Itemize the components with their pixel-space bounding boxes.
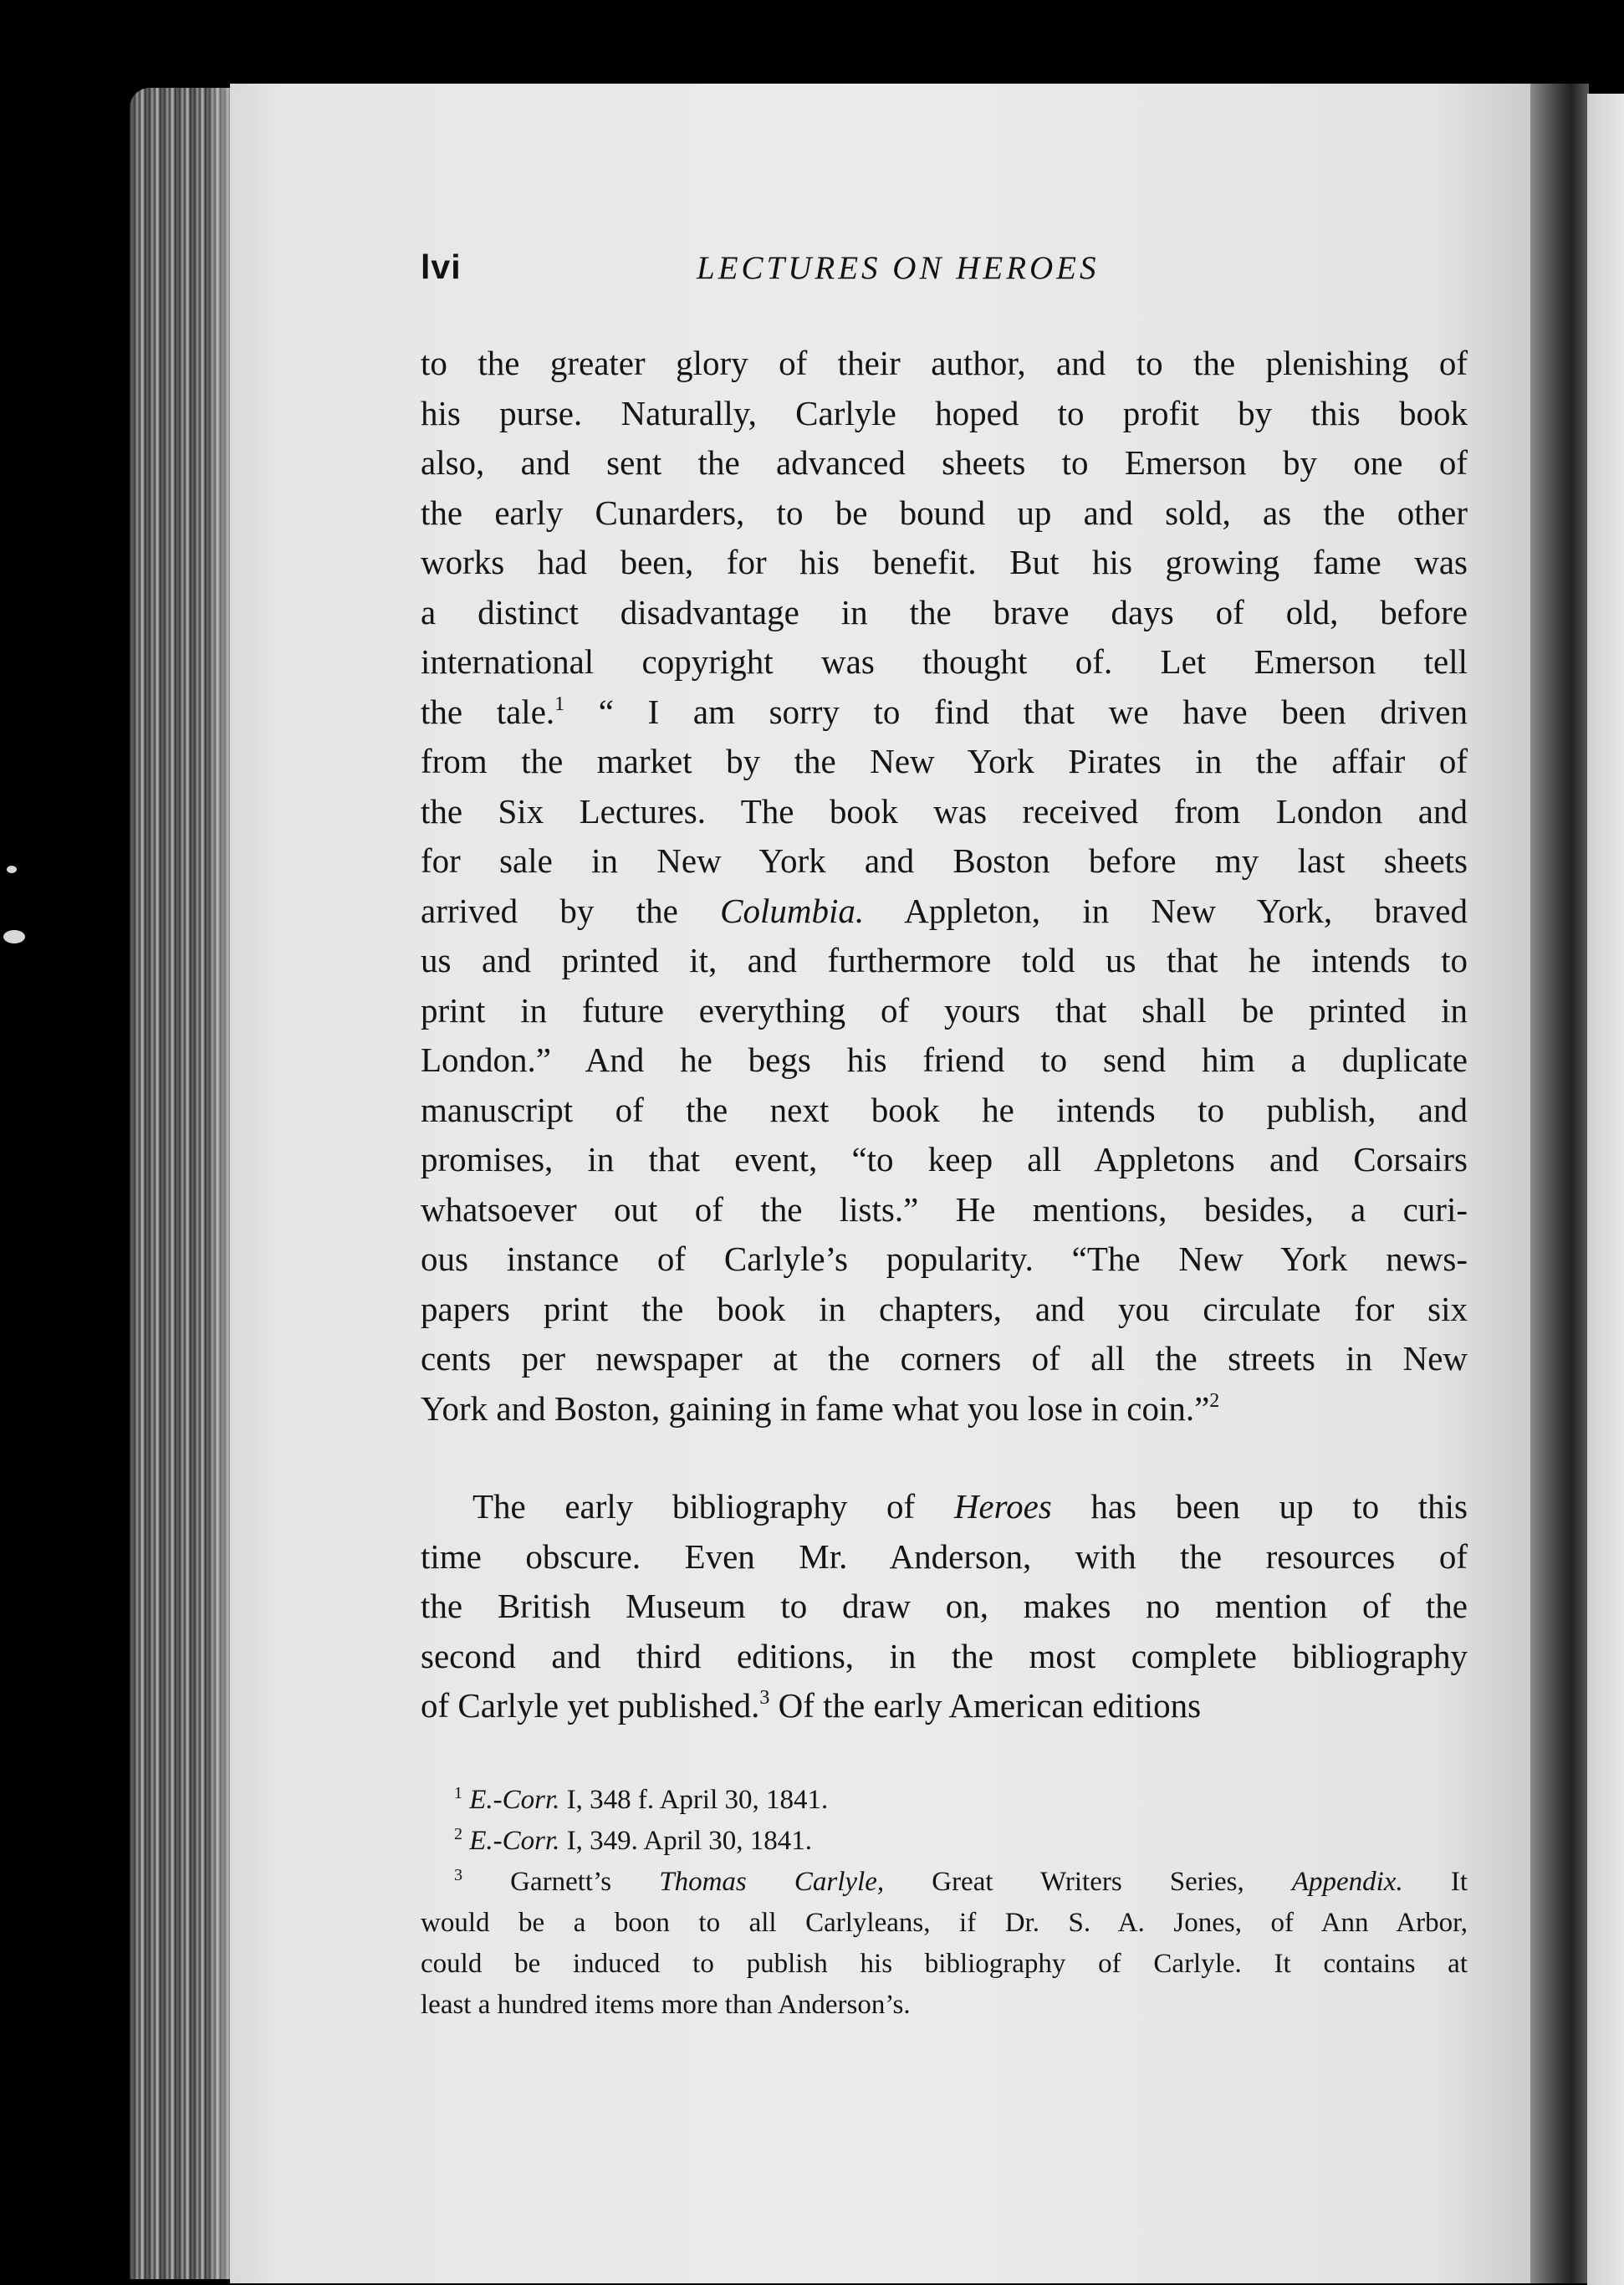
text-line bbox=[421, 887, 1468, 937]
text-run: arrived by the bbox=[421, 891, 721, 930]
footnote-line bbox=[421, 1862, 1468, 1903]
footnote-number: 1 bbox=[454, 1784, 462, 1802]
text-line: London.” And he begs his friend to send him a duplicate bbox=[421, 1040, 1468, 1079]
italic-title: Columbia. bbox=[720, 891, 865, 930]
text-line: works had been, for his benefit. But his growing fame was bbox=[421, 543, 1468, 581]
text-run: Of the early American editions bbox=[769, 1686, 1202, 1725]
footnote-line bbox=[421, 1780, 1468, 1821]
text-line bbox=[421, 1681, 1468, 1731]
text-run: “ I am sorry to find that we have been driven bbox=[564, 692, 1468, 731]
text-run: Great Writers Series, bbox=[884, 1867, 1292, 1897]
footnote-line bbox=[421, 1821, 1468, 1862]
citation-title: Appendix. bbox=[1291, 1867, 1403, 1897]
footnote-line: would be a boon to all Carlyleans, if Dr. S. A. Jones, of Ann Arbor, bbox=[421, 1908, 1468, 1938]
text-line: time obscure. Even Mr. Anderson, with the resources of bbox=[421, 1536, 1468, 1576]
citation-title: E.-Corr. bbox=[469, 1826, 560, 1856]
text-run: of Carlyle yet published. bbox=[421, 1686, 760, 1725]
scan-speck bbox=[3, 930, 25, 943]
text-line: us and printed it, and furthermore told us that he intends to bbox=[421, 941, 1468, 979]
paragraph-2 bbox=[421, 1482, 1468, 1731]
text-line bbox=[421, 1384, 1468, 1434]
paragraph-gap bbox=[421, 1434, 1468, 1482]
text-run: I, 348 f. April 30, 1841. bbox=[559, 1785, 829, 1815]
citation-title: E.-Corr. bbox=[469, 1785, 560, 1815]
text-line: papers print the book in chapters, and you circulate for six bbox=[421, 1289, 1468, 1328]
text-run: the tale. bbox=[421, 692, 555, 731]
body-text bbox=[421, 339, 1468, 1731]
running-title: LECTURES ON HEROES bbox=[697, 250, 1100, 286]
italic-title: Heroes bbox=[953, 1487, 1052, 1526]
text-line: manuscript of the next book he intends to publish, and bbox=[421, 1090, 1468, 1129]
page-number: lvi bbox=[421, 248, 462, 286]
text-run: has been up to this bbox=[1051, 1487, 1468, 1526]
adjacent-page-edge bbox=[1587, 94, 1624, 2285]
text-run: The early bibliography of bbox=[472, 1487, 954, 1526]
text-line: the Six Lectures. The book was received from London and bbox=[421, 791, 1468, 831]
text-line: print in future everything of yours that shall be printed in bbox=[421, 990, 1468, 1030]
text-line: for sale in New York and Boston before my last sheets bbox=[421, 841, 1468, 880]
text-line: from the market by the New York Pirates in the affair of bbox=[421, 742, 1468, 780]
footnote-ref: 2 bbox=[1209, 1389, 1220, 1412]
text-run: I, 349. April 30, 1841. bbox=[559, 1826, 813, 1856]
footnote-ref: 3 bbox=[759, 1687, 770, 1709]
scan-speck bbox=[7, 866, 17, 873]
text-run: It bbox=[1402, 1867, 1468, 1897]
text-line: cents per newspaper at the corners of all the streets in New bbox=[421, 1339, 1468, 1378]
footnotes bbox=[421, 1780, 1468, 2026]
text-line: the British Museum to draw on, makes no mention of the bbox=[421, 1587, 1468, 1625]
footnote-line: least a hundred items more than Anderson’s. bbox=[421, 1990, 911, 2020]
text-line: promises, in that event, “to keep all Appletons and Corsairs bbox=[421, 1140, 1468, 1178]
text-line: also, and sent the advanced sheets to Emerson by one of bbox=[421, 443, 1468, 482]
text-line: a distinct disadvantage in the brave days of old, before bbox=[421, 592, 1468, 631]
text-line bbox=[421, 1482, 1468, 1532]
footnote-ref: 1 bbox=[554, 693, 565, 715]
text-line: to the greater glory of their author, and to the plenishing of bbox=[421, 344, 1468, 382]
text-run: Appleton, in New York, braved bbox=[864, 891, 1468, 930]
footnote-number: 2 bbox=[454, 1825, 462, 1843]
running-head bbox=[421, 248, 1468, 289]
footnote-line: could be induced to publish his bibliography of Carlyle. It contains at bbox=[421, 1949, 1468, 1979]
citation-title: Thomas Carlyle, bbox=[659, 1867, 885, 1897]
text-line: ous instance of Carlyle’s popularity. “The New York news- bbox=[421, 1240, 1468, 1278]
text-line bbox=[421, 688, 1468, 738]
text-line: international copyright was thought of. Let Emerson tell bbox=[421, 642, 1468, 681]
book-gutter-right bbox=[1530, 84, 1589, 2283]
text-run: York and Boston, gaining in fame what you lose in coin.” bbox=[421, 1388, 1210, 1428]
text-line: the early Cunarders, to be bound up and sold, as the other bbox=[421, 493, 1468, 532]
text-line: whatsoever out of the lists.” He mentions, besides, a curi- bbox=[421, 1189, 1468, 1229]
text-line: second and third editions, in the most complete bibliography bbox=[421, 1636, 1468, 1675]
text-line: his purse. Naturally, Carlyle hoped to profit by this book bbox=[421, 393, 1468, 432]
page-edge-shading bbox=[205, 88, 255, 2279]
paragraph-1 bbox=[421, 339, 1468, 1434]
footnote-number: 3 bbox=[454, 1866, 462, 1884]
text-run: Garnett’s bbox=[462, 1867, 660, 1897]
